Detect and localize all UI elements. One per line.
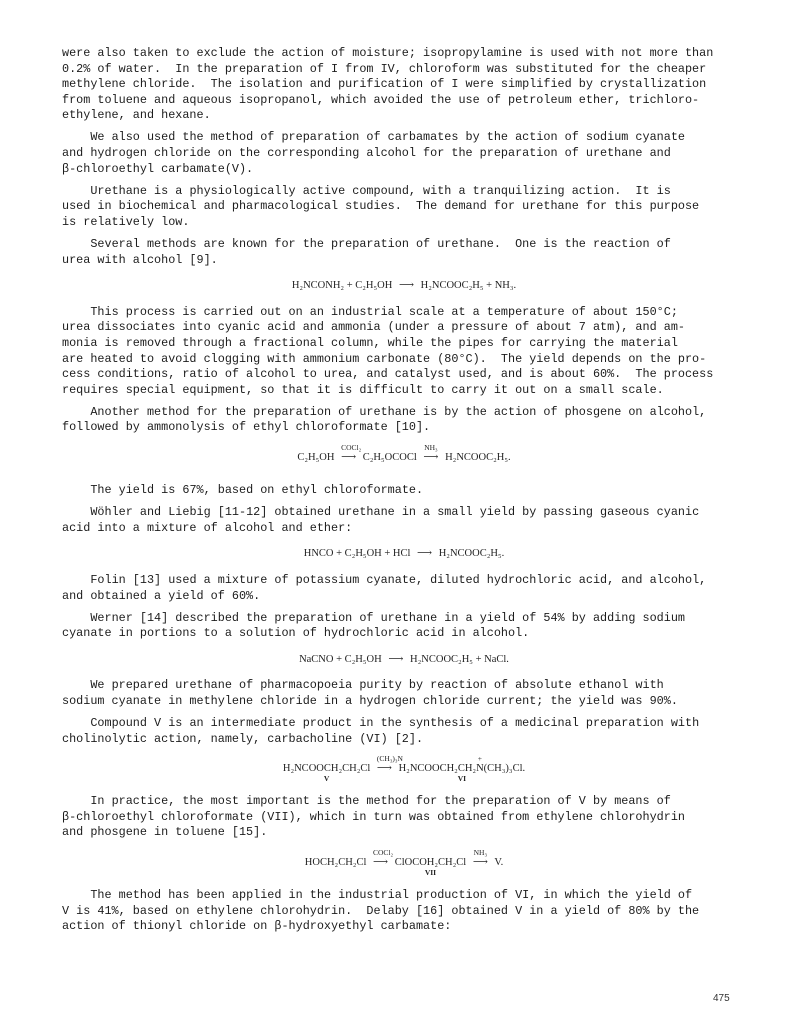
equation-lhs: NaCNO + C₂H₅OH	[299, 653, 382, 665]
equation-phosgene-ammonolysis	[62, 443, 746, 472]
paragraph-industrial-process: This process is carried out on an industrial scale at a temperature of about 150°C; urea dissociates into cyanic acid and ammonia (under a pressure of about 7 atm), and am- monia is removed through a fractional column, while the pipes for carrying the material are heated to avoid clogging with ammonium carbonate (80°C). The yield depends on the pro- cess conditions, ratio of alcohol to urea, and catalyst used, and is about 60%. The process requires special equipment, so that it is difficult to carry it out on a small scale.	[62, 304, 714, 397]
equation-product: H₂NCOOC₂H₅.	[445, 452, 511, 464]
equation-lhs: H₂NCONH₂ + C₂H₅OH	[291, 280, 393, 292]
reagent-label: COCl₂	[341, 443, 362, 453]
equation-lhs: HOCH₂CH₂Cl	[304, 857, 367, 869]
paragraph-wohler-liebig: Wöhler and Liebig [11-12] obtained urethane in a small yield by passing gaseous cyanic acid into a mixture of alcohol and ether:	[62, 505, 700, 535]
equation-product: V.	[494, 857, 504, 869]
compound-label: VII	[424, 868, 437, 878]
equation-carbacholine	[62, 754, 746, 784]
compound-label: V	[323, 774, 330, 784]
document-page	[62, 46, 746, 941]
paragraph-carbamate-method: We also used the method of preparation of carbamates by the action of sodium cyanate and hydrogen chloride on the corresponding alcohol for the preparation of urethane and β-chloroethyl carbamate(V).	[62, 130, 685, 176]
paragraph-chloroformate-method: In practice, the most important is the method for the preparation of V by means of β-chloroethyl chloroformate (VII), which in turn was obtained from ethylene chlorohydrin and phosgene in toluene [15].	[62, 794, 685, 840]
compound-label: VI	[457, 774, 467, 784]
paragraph-urethane-methods: Several methods are known for the preparation of urethane. One is the reaction of urea with alcohol [9].	[62, 237, 671, 267]
reagent-label: NH₃	[473, 848, 488, 858]
paragraph-phosgene-method: Another method for the preparation of urethane is by the action of phosgene on alcohol, followed by ammonolysis of ethyl chloroformate [10].	[62, 404, 707, 435]
reagent-label: NH₃	[424, 443, 438, 453]
equation-rhs: H₂NCOOC₂H₅ + NaCl.	[410, 653, 509, 665]
equation-chlorohydrin	[62, 848, 746, 878]
paragraph-yield-67: The yield is 67%, based on ethyl chloroformate.	[62, 483, 424, 498]
paragraph-carbacholine: Compound V is an intermediate product in the synthesis of a medicinal preparation with cholinolytic action, namely, carbacholine (VI) [2].	[62, 716, 700, 746]
page-number: 475	[713, 993, 730, 1004]
reaction-arrow: COCl₂ ⟶	[373, 855, 388, 871]
reaction-arrow: ⟶	[398, 280, 414, 292]
paragraph-werner: Werner [14] described the preparation of urethane in a yield of 54% by adding sodium cyanate in portions to a solution of hydrochloric acid in alcohol.	[62, 610, 685, 641]
equation-sodium-cyanate	[62, 652, 746, 668]
equation-reactant: C₂H₅OH	[297, 452, 335, 464]
reaction-arrow: ⟶	[417, 548, 433, 560]
equation-lhs: HNCO + C₂H₅OH + HCl	[303, 548, 411, 560]
reagent-label: (CH₃)₃N	[376, 754, 403, 764]
equation-intermediate: ClOCOH₂CH₂Cl VII	[395, 855, 467, 871]
equation-rhs: + H₂NCOOCH₂CH₂N(CH₃)₃Cl. VI	[399, 761, 526, 777]
equation-cyanic-acid	[62, 546, 746, 562]
equation-lhs: H₂NCOOCH₂CH₂Cl V	[283, 761, 370, 777]
reaction-arrow: NH₃ ⟶	[473, 855, 488, 871]
paragraph-folin: Folin [13] used a mixture of potassium cyanate, diluted hydrochloric acid, and alcohol, and obtained a yield of 60%.	[62, 572, 707, 603]
equation-rhs: H₂NCOOC₂H₅.	[438, 548, 505, 560]
reaction-arrow: NH₃ ⟶	[423, 450, 438, 466]
paragraph-moisture-exclusion: were also taken to exclude the action of moisture; isopropylamine is used with not more than 0.2% of water. In the preparation of I from IV, chloroform was substituted for the cheaper methylene chloride. The isolation and purification of I were simplified by crystallization from toluene and aqueous isopropanol, which avoided the use of petroleum ether, trichloro- ethylene, and hexane.	[62, 46, 714, 123]
equation-urea-alcohol	[62, 278, 746, 294]
reaction-arrow: (CH₃)₃N ⟶	[377, 761, 392, 777]
equation-intermediate: C₂H₅OCOCl	[362, 452, 417, 464]
paragraph-urethane-activity: Urethane is a physiologically active compound, with a tranquilizing action. It is used in biochemical and pharmacological studies. The demand for urethane for this purpose is relatively low.	[62, 183, 700, 229]
paragraph-pharmacopoeia-purity: We prepared urethane of pharmacopoeia purity by reaction of absolute ethanol with sodium cyanate in methylene chloride in a hydrogen chloride current; the yield was 90%.	[62, 678, 678, 708]
reaction-arrow: COCl₂ ⟶	[341, 450, 356, 466]
equation-rhs: H₂NCOOC₂H₅ + NH₃.	[420, 280, 517, 292]
charge-label: +	[477, 754, 482, 764]
reagent-label: COCl₂	[373, 848, 394, 858]
reaction-arrow: ⟶	[388, 653, 404, 665]
paragraph-industrial-production: The method has been applied in the industrial production of VI, in which the yield of V is 41%, based on ethylene chlorohydrin. Delaby [16] obtained V in a yield of 80% by the action of thionyl chloride on β-hydroxyethyl carbamate:	[62, 888, 700, 934]
